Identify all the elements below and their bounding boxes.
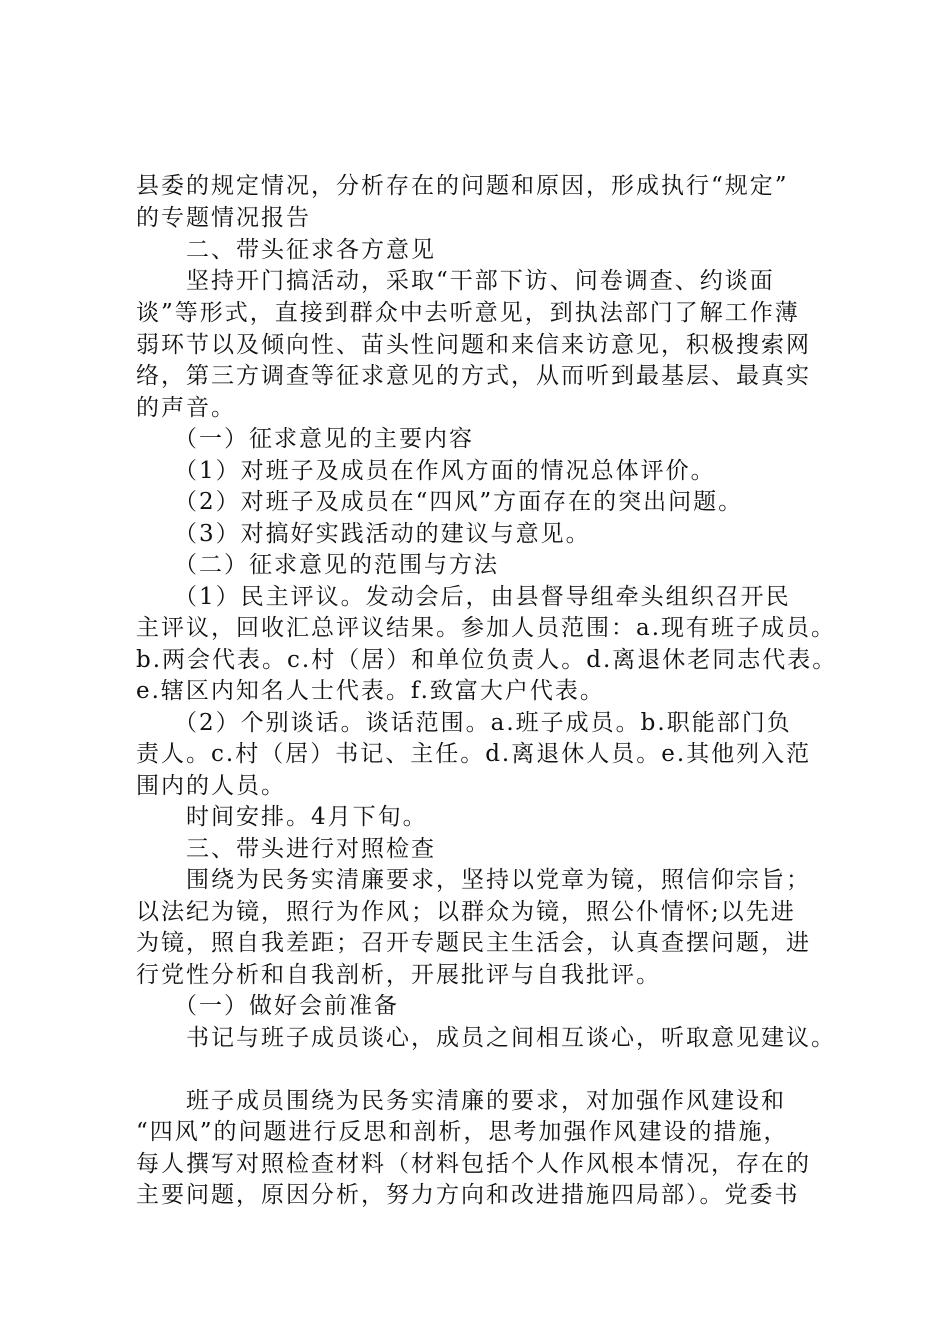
text-line: 书记与班子成员谈心，成员之间相互谈心，听取意见建议。 (186, 1025, 836, 1051)
text-line: 行党性分析和自我剖析，开展批评与自我批评。 (136, 962, 661, 988)
text-line: 责人。c.村（居）书记、主任。d.离退休人员。e.其他列入范 (136, 741, 812, 767)
text-line: 的专题情况报告 (136, 205, 311, 231)
text-line: 班子成员围绕为民务实清廉的要求，对加强作风建设和 (186, 1088, 786, 1114)
text-line: 县委的规定情况，分析存在的问题和原因，形成执行“规定” (136, 173, 789, 199)
text-line: 时间安排。4月下旬。 (186, 804, 428, 830)
text-line: “四风”的问题进行反思和剖析，思考加强作风建设的措施， (136, 1119, 789, 1145)
subsection-heading: （二）征求意见的范围与方法 (174, 552, 499, 578)
subsection-heading: （一）做好会前准备 (174, 993, 399, 1019)
text-line: 围绕为民务实清廉要求，坚持以党章为镜，照信仰宗旨； (186, 867, 811, 893)
text-line: 每人撰写对照检查材料（材料包括个人作风根本情况，存在的 (136, 1151, 811, 1177)
text-line: 为镜，照自我差距；召开专题民主生活会，认真查摆问题，进 (136, 930, 811, 956)
text-line: e.辖区内知名人士代表。f.致富大户代表。 (136, 678, 605, 704)
text-line: 坚持开门搞活动，采取“干部下访、问卷调查、约谈面 (186, 268, 775, 294)
text-line: （3）对搞好实践活动的建议与意见。 (174, 521, 591, 547)
text-line: （1）对班子及成员在作风方面的情况总体评价。 (174, 458, 716, 484)
section-heading: 三、带头进行对照检查 (186, 836, 436, 862)
section-heading: 二、带头征求各方意见 (186, 237, 436, 263)
text-line: 谈”等形式，直接到群众中去听意见，到执法部门了解工作薄 (136, 300, 800, 326)
subsection-heading: （一）征求意见的主要内容 (174, 426, 474, 452)
text-line: 弱环节以及倾向性、苗头性问题和来信来访意见，积极搜索网 (136, 332, 811, 358)
text-line: （1）民主评议。发动会后，由县督导组牵头组织召开民 (174, 584, 791, 610)
text-line: 以法纪为镜，照行为作风；以群众为镜，照公仆情怀;以先进 (136, 899, 796, 925)
text-line: 主要问题，原因分析，努力方向和改进措施四局部）。党委书 (136, 1182, 800, 1208)
text-line: 的声音。 (136, 395, 236, 421)
text-line: 主评议，回收汇总评议结果。参加人员范围：a.现有班子成员。 (136, 615, 837, 641)
text-line: b.两会代表。c.村（居）和单位负责人。d.离退休老同志代表。 (136, 647, 838, 673)
text-line: （2）个别谈话。谈话范围。a.班子成员。b.职能部门负 (174, 710, 792, 736)
text-line: （2）对班子及成员在“四风”方面存在的突出问题。 (174, 489, 744, 515)
text-line: 围内的人员。 (136, 773, 286, 799)
text-line: 络，第三方调查等征求意见的方式，从而听到最基层、最真实 (136, 363, 811, 389)
